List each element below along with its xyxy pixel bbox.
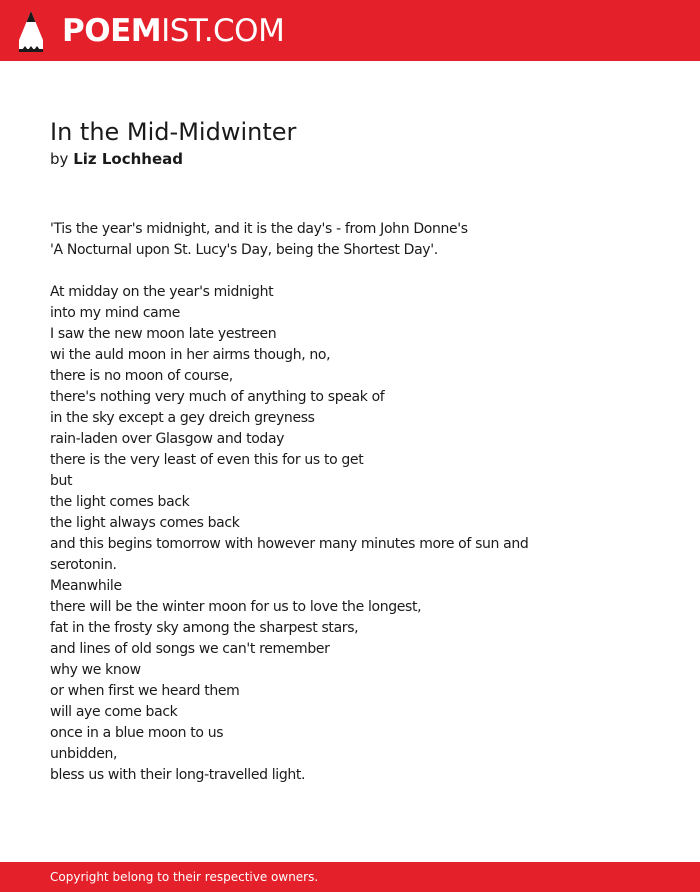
poem-line: or when first we heard them [50,683,240,699]
poem-line: and this begins tomorrow with however many minutes more of sun and [50,536,529,552]
poem-line: bless us with their long-travelled light. [50,767,306,783]
poem-line: in the sky except a gey dreich greyness [50,410,315,426]
poem-line: why we know [50,662,141,678]
poem-line: the light comes back [50,494,190,510]
pencil-tip-icon[interactable] [18,10,44,52]
poem-line: fat in the frosty sky among the sharpest stars, [50,620,359,636]
site-header [0,0,700,61]
poem-line: will aye come back [50,704,178,720]
poem-title: In the Mid-Midwinter [50,118,297,146]
poem-line: there is the very least of even this for us to get [50,452,364,468]
poem-line: into my mind came [50,305,180,321]
poem-line: wi the auld moon in her airms though, no, [50,347,331,363]
author-name: Liz Lochhead [73,150,183,168]
site-brand[interactable] [62,11,284,51]
byline [50,148,183,170]
poem-line: unbidden, [50,746,118,762]
brand-rest: IST.COM [161,13,285,49]
poem-line: I saw the new moon late yestreen [50,326,277,342]
poem-line: there is no moon of course, [50,368,233,384]
site-footer [0,862,700,892]
poem-body [50,219,670,786]
copyright-text: Copyright belong to their respective owners. [50,870,319,884]
poem-line: serotonin. [50,557,117,573]
brand-bold: POEM [62,13,162,49]
poem-line: 'Tis the year's midnight, and it is the day's - from John Donne's [50,221,468,237]
stanza-break [50,261,670,282]
by-label: by [50,150,69,168]
poem-line: there's nothing very much of anything to speak of [50,389,385,405]
poem-line: rain-laden over Glasgow and today [50,431,285,447]
poem-line: there will be the winter moon for us to love the longest, [50,599,422,615]
poem-line: but [50,473,73,489]
poem-line: the light always comes back [50,515,240,531]
poem-line: 'A Nocturnal upon St. Lucy's Day, being the Shortest Day'. [50,242,438,258]
poem-line: and lines of old songs we can't remember [50,641,330,657]
poem-line: At midday on the year's midnight [50,284,274,300]
poem-line: Meanwhile [50,578,122,594]
poem-line: once in a blue moon to us [50,725,224,741]
